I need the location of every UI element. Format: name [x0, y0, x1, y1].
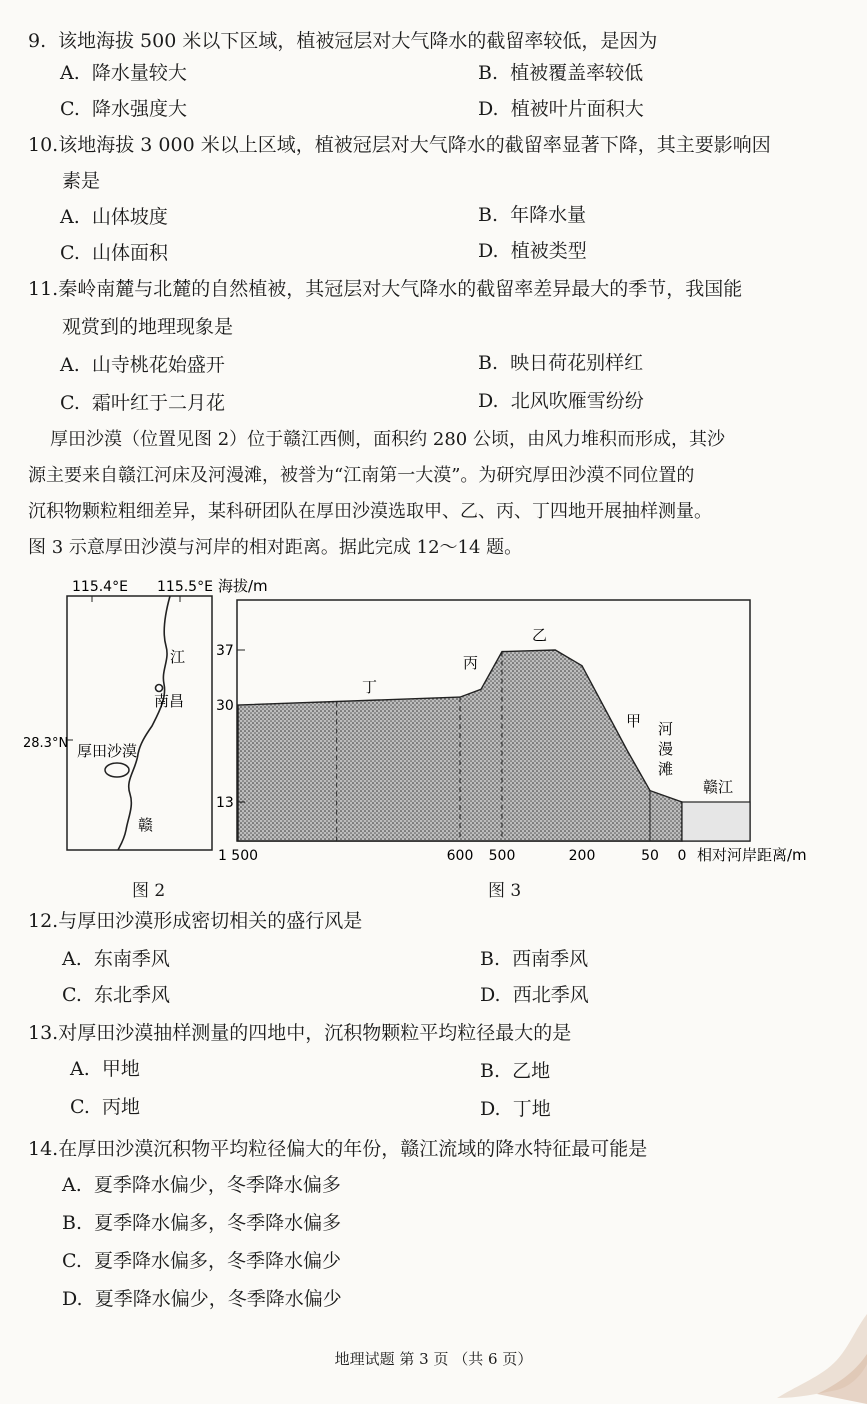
option-d[interactable]: D. 丁地 [480, 1098, 551, 1120]
river-label: 赣江 [703, 778, 734, 796]
figure-2-map [20, 574, 220, 864]
question-stem: 秦岭南麓与北麓的自然植被，其冠层对大气降水的截留率差异最大的季节，我国能 [58, 278, 743, 300]
option-c[interactable]: C. 夏季降水偏多，冬季降水偏少 [62, 1250, 342, 1272]
question-number: 10. [28, 134, 59, 156]
option-a[interactable]: A. 夏季降水偏少，冬季降水偏多 [62, 1174, 341, 1196]
option-b[interactable]: B. 夏季降水偏多，冬季降水偏多 [62, 1212, 342, 1234]
passage-line: 厚田沙漠（位置见图 2）位于赣江西侧，面积约 280 公顷，由风力堆积而形成，其沙 [50, 429, 725, 450]
option-c[interactable]: C. 山体面积 [60, 242, 169, 264]
question-stem: 对厚田沙漠抽样测量的四地中，沉积物颗粒平均粒径最大的是 [58, 1022, 572, 1044]
question-11 [28, 272, 742, 306]
passage [28, 422, 840, 566]
y-tick-label: 30 [216, 698, 234, 714]
question-stem: 该地海拔 3 000 米以上区域，植被冠层对大气降水的截留率显著下降，其主要影响因 [58, 134, 771, 156]
site-label-jia: 甲 [626, 712, 642, 730]
option-d[interactable]: D. 西北季风 [480, 984, 589, 1006]
x-tick-label: 1 500 [217, 848, 259, 864]
option-d[interactable]: D. 植被叶片面积大 [478, 98, 644, 120]
option-a[interactable]: A. 甲地 [70, 1058, 140, 1080]
question-stem: 与厚田沙漠形成密切相关的盛行风是 [58, 910, 363, 932]
floodplain-label: 漫 [658, 740, 674, 758]
y-axis-label: 海拔/m [218, 577, 268, 595]
question-number: 12. [28, 910, 59, 932]
question-10 [28, 128, 771, 162]
option-d[interactable]: D. 夏季降水偏少，冬季降水偏少 [62, 1288, 342, 1310]
option-b[interactable]: B. 植被覆盖率较低 [478, 62, 644, 84]
latitude-label: 28.3°N [23, 736, 69, 751]
x-tick-label: 200 [568, 848, 596, 864]
question-12 [28, 904, 362, 938]
question-number: 14. [28, 1138, 59, 1160]
question-13 [28, 1016, 571, 1050]
option-a[interactable]: A. 山寺桃花始盛开 [60, 354, 225, 376]
figure-2-caption: 图 2 [132, 881, 166, 901]
figure-3-caption: 图 3 [488, 881, 522, 901]
option-a[interactable]: A. 降水量较大 [60, 62, 187, 84]
option-a[interactable]: A. 山体坡度 [60, 206, 168, 228]
option-a[interactable]: A. 东南季风 [62, 948, 170, 970]
site-label-bing: 丙 [463, 654, 479, 672]
question-number: 13. [28, 1022, 59, 1044]
passage-line: 沉积物颗粒粗细差异，某科研团队在厚田沙漠选取甲、乙、丙、丁四地开展抽样测量。 [28, 501, 712, 522]
question-stem: 在厚田沙漠沉积物平均粒径偏大的年份，赣江流域的降水特征最可能是 [58, 1138, 648, 1160]
option-c[interactable]: C. 丙地 [70, 1096, 141, 1118]
x-tick-label: 0 [677, 848, 687, 864]
desert-label: 厚田沙漠 [77, 742, 138, 760]
option-d[interactable]: D. 植被类型 [478, 240, 587, 262]
question-number: 9. [28, 30, 47, 52]
option-b[interactable]: B. 映日荷花别样红 [478, 352, 644, 374]
x-axis-label: 相对河岸距离/m [697, 846, 807, 864]
option-b[interactable]: B. 年降水量 [478, 204, 587, 226]
paper-stain [757, 1294, 867, 1404]
floodplain-label: 河 [658, 720, 674, 738]
river-water [682, 802, 750, 841]
passage-line: 源主要来自赣江河床及河漫滩，被誉为“江南第一大漠”。为研究厚田沙漠不同位置的 [28, 465, 695, 486]
question-14 [28, 1132, 647, 1166]
y-tick-label: 37 [216, 643, 234, 659]
site-label-yi: 乙 [532, 626, 548, 644]
option-c[interactable]: C. 霜叶红于二月花 [60, 392, 226, 414]
floodplain-label: 滩 [658, 760, 674, 778]
y-tick-label: 13 [216, 795, 234, 811]
option-c[interactable]: C. 降水强度大 [60, 98, 188, 120]
option-b[interactable]: B. 乙地 [480, 1060, 551, 1082]
site-label-ding: 丁 [362, 678, 378, 696]
city-label: 南昌 [154, 692, 185, 710]
gan-river [118, 596, 170, 850]
option-b[interactable]: B. 西南季风 [480, 948, 589, 970]
passage-line: 图 3 示意厚田沙漠与河岸的相对距离。据此完成 12～14 题。 [28, 537, 523, 558]
question-number: 11. [28, 278, 59, 300]
river-label: 江 [170, 648, 186, 666]
desert-outline [105, 763, 129, 777]
option-c[interactable]: C. 东北季风 [62, 984, 171, 1006]
question-stem-cont: 素是 [62, 170, 101, 192]
question-9 [28, 24, 657, 58]
page-footer: 地理试题 第 3 页 （共 6 页） [334, 1350, 533, 1368]
figure-3-profile [212, 574, 852, 868]
question-stem: 该地海拔 500 米以下区域，植被冠层对大气降水的截留率较低，是因为 [58, 30, 658, 52]
map-frame [67, 596, 212, 850]
longitude-label: 115.5°E [157, 579, 213, 595]
x-tick-label: 600 [446, 848, 474, 864]
x-tick-label: 50 [641, 848, 659, 864]
river-label: 赣 [138, 816, 154, 834]
x-tick-label: 500 [488, 848, 516, 864]
longitude-label: 115.4°E [72, 579, 128, 595]
option-d[interactable]: D. 北风吹雁雪纷纷 [478, 390, 644, 412]
question-stem-cont: 观赏到的地理现象是 [62, 316, 234, 338]
city-marker-icon [156, 685, 163, 692]
